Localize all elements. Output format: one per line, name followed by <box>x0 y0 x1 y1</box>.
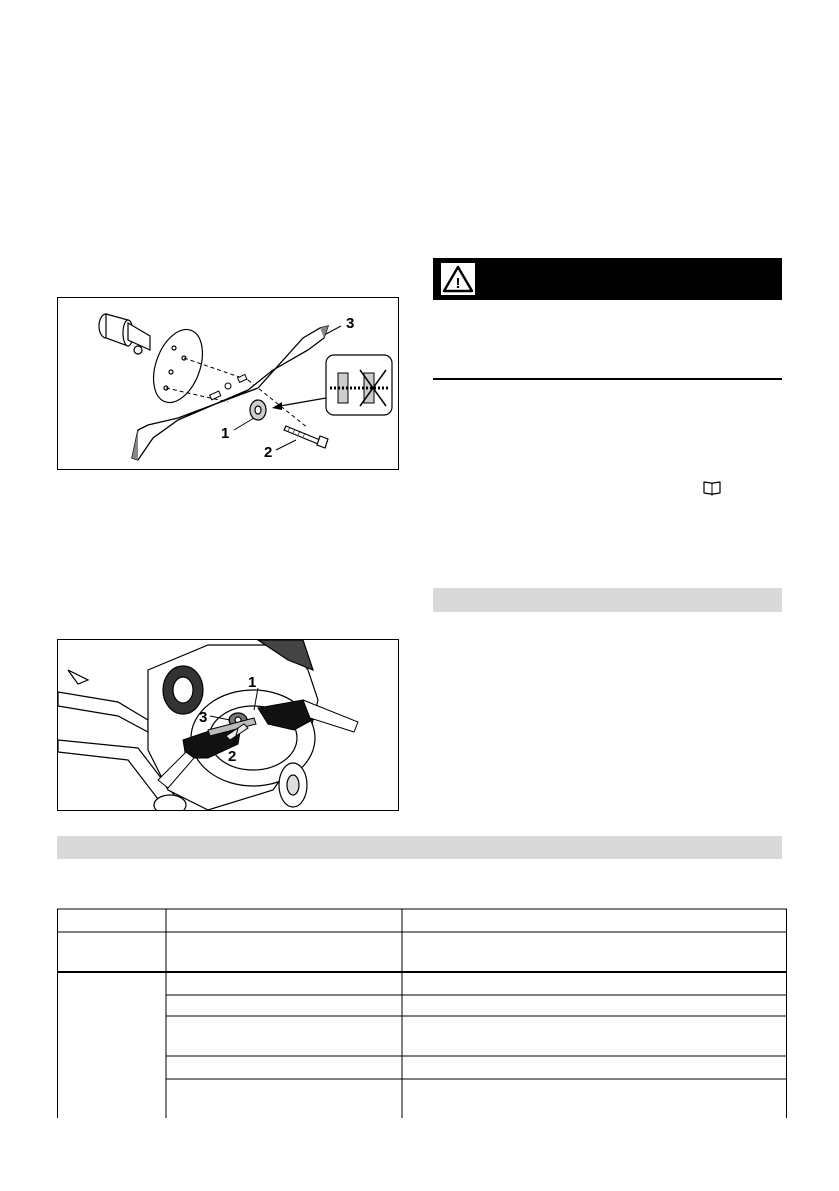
warning-section-rule <box>433 378 782 380</box>
callout-2: 2 <box>228 748 237 765</box>
callout-3: 3 <box>346 315 355 332</box>
blade-tightening-drawing <box>58 640 400 812</box>
callout-3: 3 <box>199 709 208 726</box>
callout-1: 1 <box>221 425 230 442</box>
chapter-heading-band <box>57 836 782 859</box>
troubleshooting-table <box>57 908 787 1118</box>
blade-assembly-figure <box>57 297 399 470</box>
callout-2: 2 <box>264 444 273 461</box>
blade-tightening-figure <box>57 639 399 811</box>
warning-symbol: ! <box>455 275 461 292</box>
warning-header-bar <box>433 258 782 300</box>
section-heading-band <box>433 588 782 612</box>
callout-1: 1 <box>248 674 257 691</box>
warning-triangle-icon <box>441 263 475 295</box>
blade-assembly-drawing <box>58 298 400 471</box>
book-icon <box>703 480 721 496</box>
